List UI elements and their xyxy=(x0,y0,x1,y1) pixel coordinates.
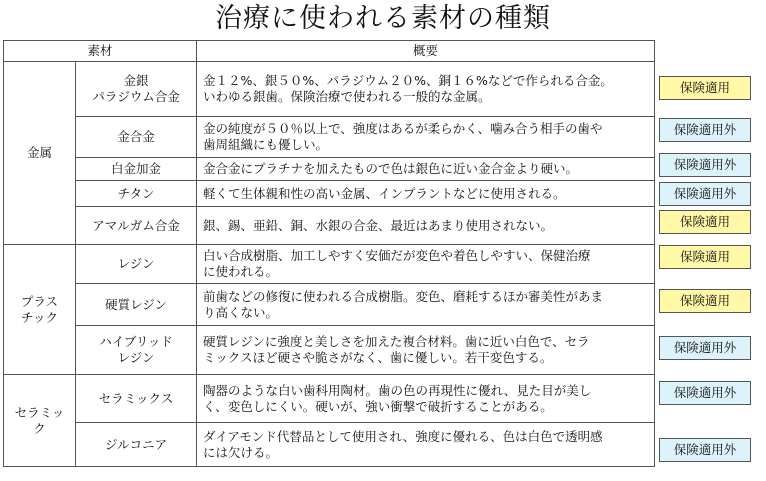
material-cell: セラミックス xyxy=(76,375,197,423)
table-row xyxy=(4,207,655,245)
material-cell: ハイブリッド レジン xyxy=(76,326,197,375)
material-cell: 硬質レジン xyxy=(76,284,197,326)
table-row xyxy=(4,423,655,467)
category-metal: 金属 xyxy=(4,62,76,245)
page-title: 治療に使われる素材の種類 xyxy=(215,3,551,34)
material-cell: 金合金 xyxy=(76,117,197,158)
description-cell: 陶器のような白い歯科用陶材。歯の色の再現性に優れ、見た目が美し く、変色しにくい。硬いが、強い衝撃で破折することがある。 xyxy=(197,375,655,423)
description-cell: 軽くて生体親和性の高い金属、インプラントなどに使用される。 xyxy=(197,181,655,207)
materials-table xyxy=(3,40,655,467)
material-cell: チタン xyxy=(76,181,197,207)
description-cell: 前歯などの修復に使われる合成樹脂。変色、磨耗するほか審美性があま り高くない。 xyxy=(197,284,655,326)
insurance-badge: 保険適用 xyxy=(659,76,751,100)
header-material: 素材 xyxy=(4,41,197,62)
insurance-badge: 保険適用外 xyxy=(659,182,751,206)
description-cell: 金の純度が５０％以上で、強度はあるが柔らかく、噛み合う相手の歯や 歯周組織にも優しい。 xyxy=(197,117,655,158)
table-row xyxy=(4,284,655,326)
description-cell: 白い合成樹脂、加工しやすく安価だが変色や着色しやすい、保健治療 に使われる。 xyxy=(197,245,655,284)
insurance-badge: 保険適用外 xyxy=(659,438,751,462)
description-cell: 銀、錫、亜鉛、銅、水銀の合金、最近はあまり使用されない。 xyxy=(197,207,655,245)
description-cell: 金合金にプラチナを加えたもので色は銀色に近い金合金より硬い。 xyxy=(197,158,655,181)
table-row xyxy=(4,158,655,181)
header-row xyxy=(4,41,655,62)
header-overview: 概要 xyxy=(197,41,655,62)
description-cell: 硬質レジンに強度と美しさを加えた複合材料。歯に近い白色で、セラ ミックスほど硬さや脆さがなく、歯に優しい。若干変色する。 xyxy=(197,326,655,375)
material-cell: ジルコニア xyxy=(76,423,197,467)
description-cell: ダイアモンド代替品として使用され、強度に優れる、色は白色で透明感 には欠ける。 xyxy=(197,423,655,467)
table-row xyxy=(4,62,655,117)
material-cell: レジン xyxy=(76,245,197,284)
insurance-badge: 保険適用 xyxy=(659,245,751,269)
insurance-badge: 保険適用外 xyxy=(659,381,751,405)
insurance-badge: 保険適用外 xyxy=(659,336,751,360)
table-row xyxy=(4,326,655,375)
material-cell: アマルガム合金 xyxy=(76,207,197,245)
insurance-badge: 保険適用外 xyxy=(659,153,751,177)
category-plastic: プラス チック xyxy=(4,245,76,375)
table-row xyxy=(4,245,655,284)
table-row xyxy=(4,181,655,207)
category-ceramic: セラミッ ク xyxy=(4,375,76,467)
material-cell: 金銀 パラジウム合金 xyxy=(76,62,197,117)
description-cell: 金１２%、銀５０%、パラジウム２０%、銅１６%などで作られる合金。 いわゆる銀歯。保険治療で使われる一般的な金属。 xyxy=(197,62,655,117)
table-row xyxy=(4,375,655,423)
table-row xyxy=(4,117,655,158)
insurance-badge: 保険適用 xyxy=(659,289,751,313)
material-cell: 白金加金 xyxy=(76,158,197,181)
insurance-badge: 保険適用 xyxy=(659,210,751,234)
insurance-badge: 保険適用外 xyxy=(659,118,751,142)
